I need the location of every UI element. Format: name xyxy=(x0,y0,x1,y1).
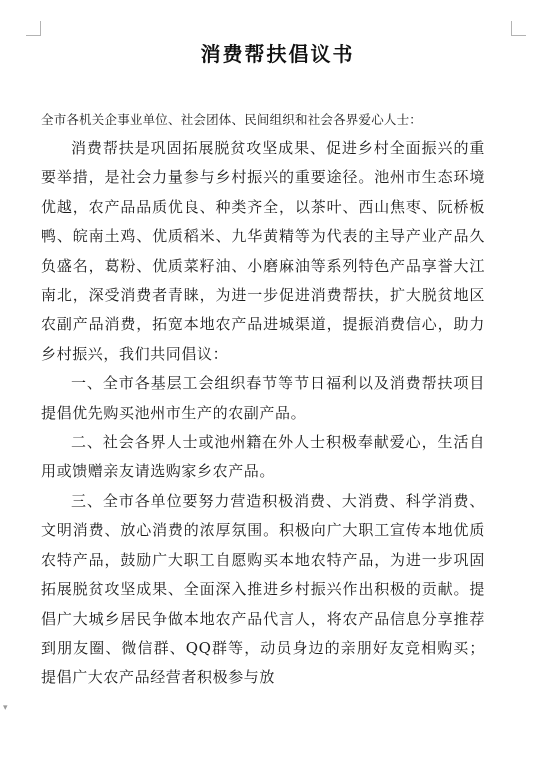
salutation: 全市各机关企事业单位、社会团体、民间组织和社会各界爱心人士： xyxy=(41,112,423,127)
document-body xyxy=(41,110,485,693)
paragraph-item-1: 一、全市各基层工会组织春节等节日福利以及消费帮扶项目提倡优先购买池州市生产的农副产品。 xyxy=(41,374,485,422)
top-right-corner-mark xyxy=(511,21,526,36)
margin-marker-icon: ▾ xyxy=(3,703,8,713)
paragraph-item-2: 二、社会各界人士或池州籍在外人士积极奉献爱心，生活自用或馈赠亲友请选购家乡农产品。 xyxy=(41,433,485,481)
paragraph-intro: 消费帮扶是巩固拓展脱贫攻坚成果、促进乡村全面振兴的重要举措，是社会力量参与乡村振兴的重要途径。池州市生态环境优越，农产品品质优良、种类齐全，以茶叶、西山焦枣、阮桥板鸭、皖南土鸡、优质稻米、九华黄精等为代表的主导产业产品久负盛名，葛粉、优质菜籽油、小磨麻油等系列特色产品享誉大江南北，深受消费者青睐，为进一步促进消费帮扶，扩大脱贫地区农副产品消费，拓宽本地农产品进城渠道，提振消费信心，助力乡村振兴，我们共同倡议： xyxy=(41,139,485,363)
paragraph-item-3: 三、全市各单位要努力营造积极消费、大消费、科学消费、文明消费、放心消费的浓厚氛围。积极向广大职工宣传本地优质农特产品，鼓励广大职工自愿购买本地农特产品，为进一步巩固拓展脱贫攻坚成果、全面深入推进乡村振兴作出积极的贡献。提倡广大城乡居民争做本地农产品代言人，将农产品信息分享推荐到朋友圈、微信群、QQ群等，动员身边的亲朋好友竞相购买；提倡广大农产品经营者积极参与放 xyxy=(41,491,485,687)
document-title: 消费帮扶倡议书 xyxy=(200,42,355,66)
top-left-corner-mark xyxy=(26,21,41,36)
